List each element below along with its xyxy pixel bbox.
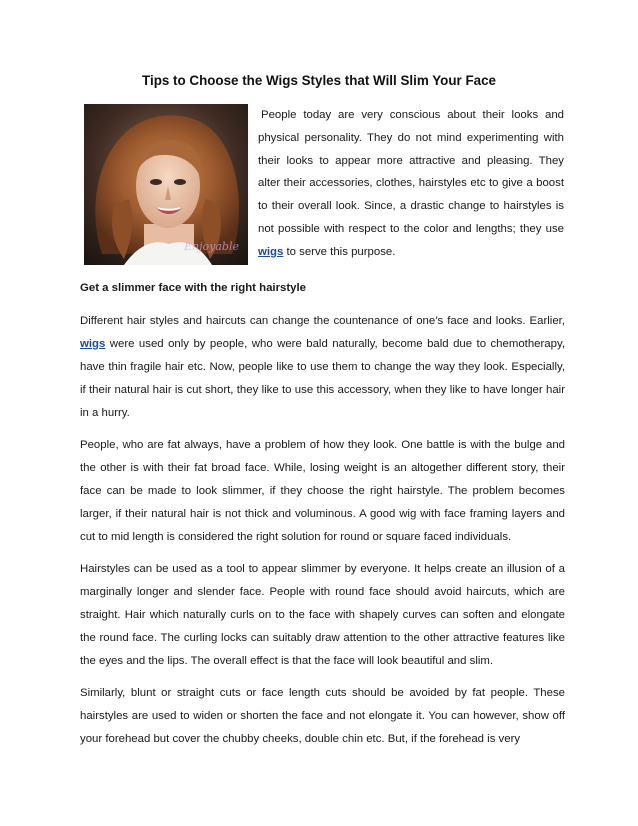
paragraph-1-text-end: were used only by people, who were bald naturally, become bald due to chemotherapy, have thin fragile hair etc. Now, people like to use them to change the way they look. Especially, if their natural hair is cut short, they like to use this accessory, when they like to have longer hair in a hurry. [80, 338, 565, 419]
intro-text: People today are very conscious about their looks and physical personality. They do not mind experimenting with their looks to appear more attractive and pleasing. They alter their accessories, clothes, hairstyles etc to give a boost to their overall look. Since, a drastic change to hairstyles is not possible with respect to the color and lengths; they use [258, 109, 564, 235]
wigs-link-body[interactable]: wigs [80, 338, 106, 350]
paragraph-3: Hairstyles can be used as a tool to appear slimmer by everyone. It helps create an illusion of a marginally longer and slender face. People with round face should avoid haircuts, which are straight. Hair which naturally curls on to the face with shapely curves can soften and elongate the round face. The curling locks can suitably draw attention to the other attractive features like the eyes and the lips. The overall effect is that the face will look beautiful and slim. [80, 563, 565, 667]
paragraph-1 [80, 310, 565, 425]
section-subheading: Get a slimmer face with the right hairstyle [80, 282, 306, 294]
photo-watermark: Enjoyable [184, 240, 239, 253]
paragraph-4: Similarly, blunt or straight cuts or face length cuts should be avoided by fat people. These hairstyles are used to widen or shorten the face and not elongate it. You can however, show off your forehead but cover the chubby cheeks, double chin etc. But, if the forehead is very [80, 687, 565, 745]
intro-paragraph [258, 104, 564, 264]
article-photo [84, 104, 248, 265]
intro-text-end: to serve this purpose. [283, 245, 396, 258]
article-body [80, 278, 565, 760]
page-title: Tips to Choose the Wigs Styles that Will Slim Your Face [142, 73, 496, 88]
paragraph-2: People, who are fat always, have a problem of how they look. One battle is with the bulge and the other is with their fat broad face. While, losing weight is an altogether different story, their face can be made to look slimmer, if they choose the right hairstyle. The problem becomes larger, if their natural hair is not thick and voluminous. A good wig with face framing layers and cut to mid length is considered the right solution for round or square faced individuals. [80, 439, 565, 543]
wigs-link-intro[interactable]: wigs [258, 245, 284, 258]
paragraph-1-text: Different hair styles and haircuts can change the countenance of one’s face and looks. Earlier, [80, 315, 565, 327]
